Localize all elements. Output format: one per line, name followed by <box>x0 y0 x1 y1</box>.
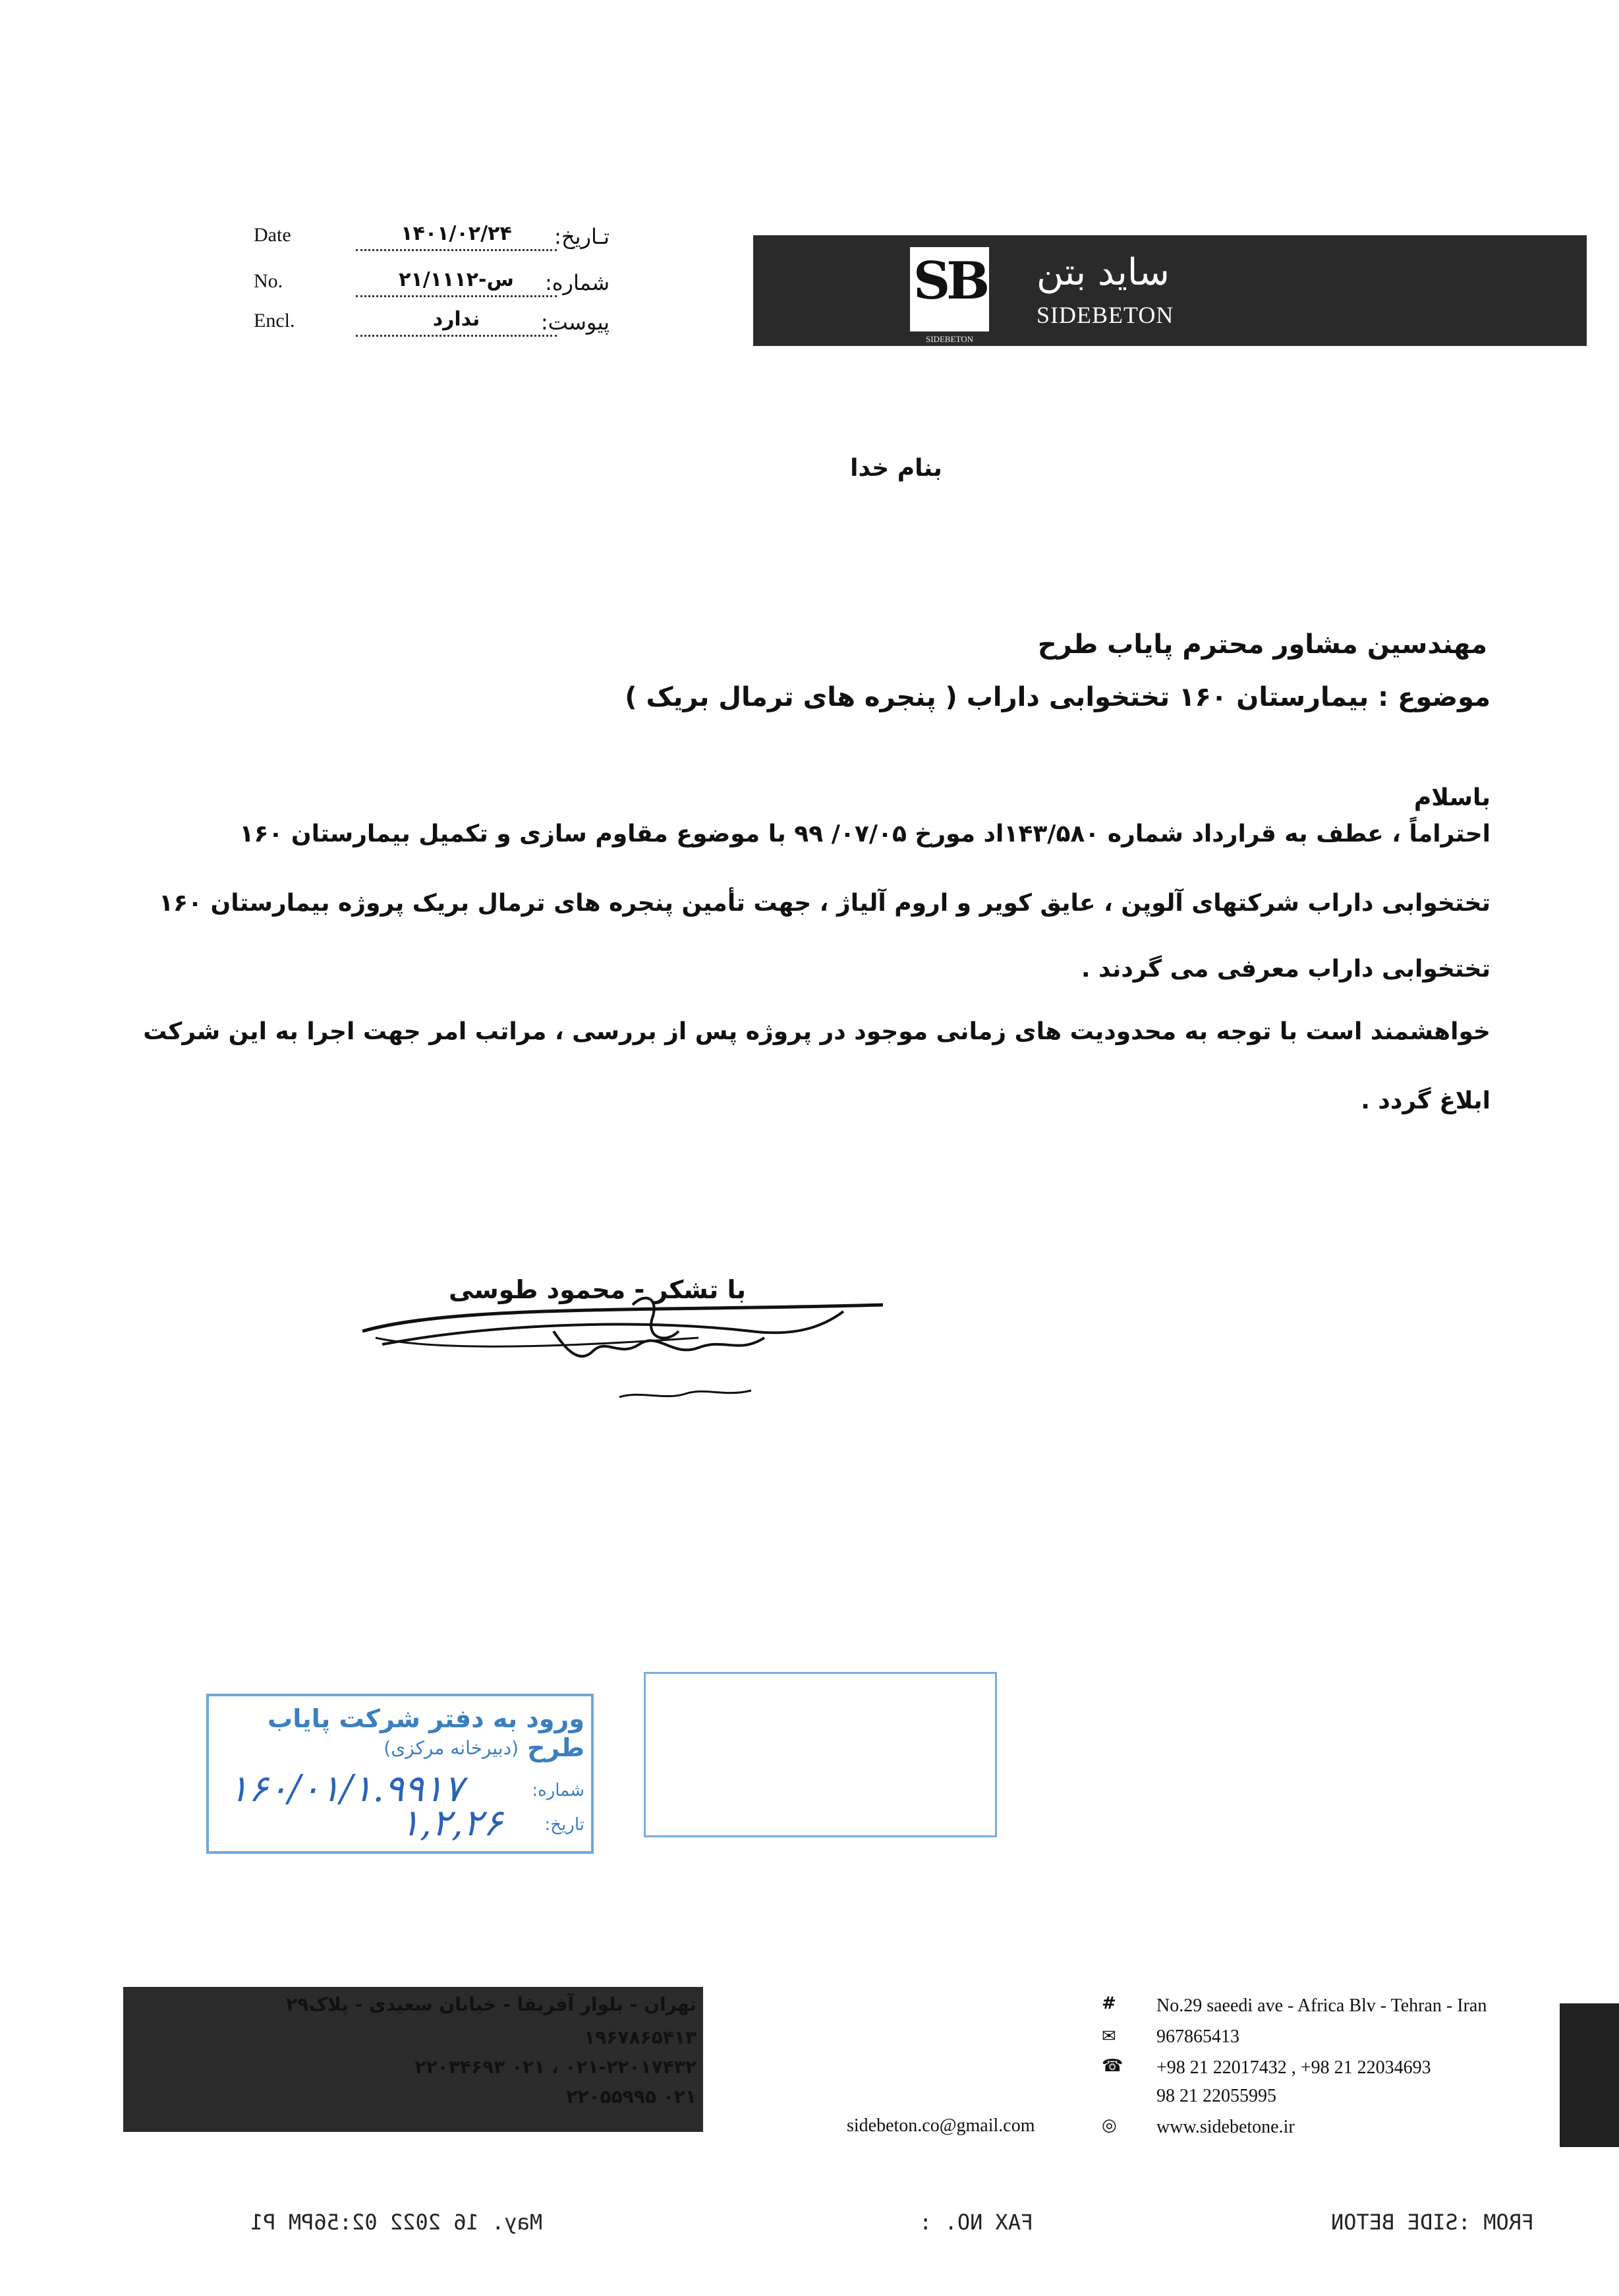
stamp-number-value: ۱۶۰/۰۱/۱.۹۹۱۷ <box>229 1767 464 1810</box>
enclosure-row <box>254 310 610 343</box>
stamp-date-value: ۱,۲,۲۶ <box>400 1802 503 1845</box>
handwritten-signature <box>356 1292 896 1423</box>
web-icon: ◎ <box>1102 2115 1117 2135</box>
footer-postal-en: 967865413 <box>1156 2026 1239 2047</box>
body-line-2: تختخوابی داراب شرکتهای آلوپن ، عایق کویر و اروم آلیاژ ، جهت تأمین پنجره های ترمال بریک پروژه بیمارستان ۱۶۰ <box>159 890 1491 917</box>
phone-icon: ☎ <box>1102 2056 1123 2076</box>
empty-stamp-box <box>644 1672 997 1837</box>
footer-phone-en: +98 21 22017432 , +98 21 22034693 <box>1156 2057 1431 2078</box>
number-label-fa: شماره: <box>544 270 610 295</box>
body-line-1: احتراماً ، عطف به قرارداد شماره ۱۴۳/۵۸۰اد مورخ ۰۷/۰۵/ ۹۹ با موضوع مقاوم سازی و تکمیل بیمارستان ۱۶۰ <box>239 820 1491 847</box>
footer-address-fa: تهران - بلوار آفریقا - خیابان سعیدی - پلاک۲۹ <box>286 1994 696 2015</box>
number-label-en: No. <box>254 270 283 292</box>
enclosure-label-en: Encl. <box>254 310 295 331</box>
stamp-number-label: شماره: <box>532 1781 584 1800</box>
stamp-subtitle: (دبیرخانه مرکزی) <box>383 1737 519 1759</box>
body-line-3: تختخوابی داراب معرفی می گردند . <box>1081 956 1491 983</box>
footer-email: sidebeton.co@gmail.com <box>847 2115 1035 2136</box>
company-name-fa: ساید بتن <box>1037 251 1170 294</box>
logo-subtext: SIDEBETON <box>926 334 973 344</box>
date-value: ۱۴۰۱/۰۲/۲۴ <box>356 224 557 251</box>
fax-from: FROM :SIDE BETON <box>1331 2210 1535 2235</box>
footer-edge-bar <box>1560 2003 1619 2147</box>
logo-mark <box>910 247 989 331</box>
greeting: باسلام <box>1413 784 1491 811</box>
bismillah-heading: بنام خدا <box>850 455 942 482</box>
fax-timestamp: May. 16 2022 02:56PM P1 <box>250 2210 543 2235</box>
address-icon: # <box>1102 1994 1116 2013</box>
date-label-en: Date <box>254 224 291 246</box>
closing-signoff: با تشکر - محمود طوسی <box>448 1275 746 1304</box>
footer-fax-fa: ۰۲۱ ۲۲۰۵۵۹۹۵ <box>566 2086 696 2108</box>
footer-phone-fa: ۰۲۱-۲۲۰۱۷۴۳۲ ، ۰۲۱ ۲۲۰۳۴۶۹۳ <box>414 2056 696 2078</box>
number-row <box>254 270 610 303</box>
footer-website: www.sidebetone.ir <box>1156 2117 1295 2137</box>
enclosure-value: ندارد <box>356 310 557 337</box>
fax-number: FAX NO. : <box>919 2210 1034 2235</box>
date-label-fa: تـاریخ: <box>554 224 610 249</box>
postal-icon: ✉ <box>1102 2026 1116 2046</box>
stamp-date-label: تاریخ: <box>544 1815 584 1835</box>
number-value: ۲۱/۱۱۱۲-س <box>356 270 557 297</box>
stamp-title: ورود به دفتر شرکت پایاب طرح <box>268 1704 584 1762</box>
body-line-4: خواهشمند است با توجه به محدودیت های زمانی موجود در پروژه پس از بررسی ، مراتب امر جهت اجرا به این شرکت <box>143 1018 1491 1045</box>
body-line-5: ابلاغ گردد . <box>1361 1087 1491 1114</box>
date-row <box>254 224 610 257</box>
footer-fax-en: 98 21 22055995 <box>1156 2086 1276 2106</box>
receipt-stamp <box>206 1694 594 1854</box>
addressee: مهندسین مشاور محترم پایاب طرح <box>1037 629 1487 660</box>
enclosure-label-fa: پیوست: <box>540 310 610 335</box>
footer-postal-fa: ۱۹۶۷۸۶۵۴۱۳ <box>584 2026 696 2048</box>
footer-address-en: No.29 saeedi ave - Africa Blv - Tehran - Iran <box>1156 1995 1487 2016</box>
company-logo-banner <box>753 235 1587 346</box>
letter-subject: موضوع : بیمارستان ۱۶۰ تختخوابی داراب ( پنجره های ترمال بریک ) <box>625 682 1491 712</box>
logo-letters: SB <box>913 251 986 311</box>
company-name-en: SIDEBETON <box>1037 302 1174 328</box>
